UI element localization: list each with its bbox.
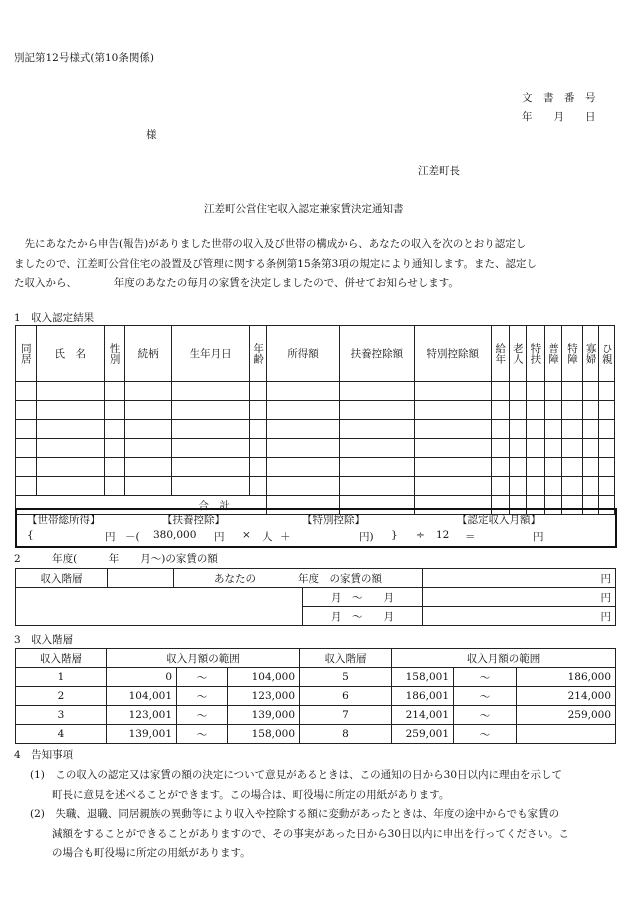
col-sex: 性別: [104, 326, 125, 382]
calculation-box: [15, 508, 617, 548]
minus-paren: －(: [125, 531, 140, 543]
col-salary: 給年: [492, 326, 510, 382]
sender: 江差町長: [418, 165, 460, 177]
tilde: ～: [177, 687, 228, 706]
range-from: 139,001: [107, 725, 177, 744]
brace-close: }: [391, 529, 398, 541]
notice-2-line-1: (2) 失職、退職、同居親族の異動等により収入や控除する額に変動があったときは、年度の途中からでも家賃の: [30, 808, 560, 820]
class-5: 5: [300, 668, 392, 687]
table-row: [16, 706, 616, 725]
times: ×: [242, 529, 251, 541]
table-row: [16, 668, 616, 687]
range-col-left: 収入月額の範囲: [107, 649, 300, 668]
range-from: 214,001: [392, 706, 454, 725]
class-4: 4: [16, 725, 107, 744]
rent-yen-1: 円: [423, 569, 616, 588]
col-widow: 寡婦: [582, 326, 599, 382]
range-to: 139,000: [228, 706, 300, 725]
col-name: 氏 名: [36, 326, 104, 382]
table-row: [16, 687, 616, 706]
col-dependent: 扶養控除額: [340, 326, 414, 382]
table-row: [16, 439, 615, 458]
tilde: ～: [454, 725, 517, 744]
range-to: 158,000: [228, 725, 300, 744]
col-special-dependent: 特扶: [527, 326, 545, 382]
notice-2-line-3: の場合も町役場に所定の用紙があります。: [52, 847, 251, 859]
document-title: 江差町公営住宅収入認定兼家賃決定通知書: [204, 203, 404, 215]
yen-4: 円: [533, 531, 544, 543]
class-table-header: [16, 649, 616, 668]
divide: ÷: [416, 529, 425, 541]
doc-number: 文 書 番 号: [522, 92, 596, 104]
section1-heading: 1 収入認定結果: [14, 312, 95, 324]
addressee: 様: [146, 129, 157, 141]
section4-heading: 4 告知事項: [14, 749, 74, 761]
class-2: 2: [16, 687, 107, 706]
range-to: 104,000: [228, 668, 300, 687]
table-row: [16, 477, 615, 496]
class-1: 1: [16, 668, 107, 687]
range-to: 214,000: [517, 687, 616, 706]
class-7: 7: [300, 706, 392, 725]
twelve: 12: [436, 529, 450, 541]
range-from: 0: [107, 668, 177, 687]
col-special: 特別控除額: [414, 326, 491, 382]
notice-2-line-2: 減額をすることができることがありますので、その事実があった日から30日以内に申出を行ってください。こ: [52, 828, 570, 840]
section2-heading: 2 年度( 年 月～)の家賃の額: [14, 553, 218, 565]
intro-line-2: ましたので、江差町公営住宅の設置及び管理に関する条例第15条第3項の規定により通知します。また、認定し: [14, 258, 537, 270]
rent-yen-2: 円: [423, 588, 616, 607]
section3-heading: 3 収入階層: [14, 634, 74, 646]
range-col-right: 収入月額の範囲: [392, 649, 616, 668]
persons: 人: [262, 531, 273, 543]
range-to: 259,000: [517, 706, 616, 725]
table-row: [16, 401, 615, 420]
income-table: [15, 325, 615, 515]
tilde: ～: [454, 687, 517, 706]
table-row: [16, 382, 615, 401]
col-elderly: 老人: [509, 326, 527, 382]
equals: ＝: [465, 531, 476, 543]
col-age: 年齢: [250, 326, 267, 382]
notice-1-line-2: 町長に意見を述べることができます。この場合は、町役場に所定の用紙があります。: [52, 789, 450, 801]
tilde: ～: [177, 725, 228, 744]
tilde: ～: [177, 668, 228, 687]
class-col-left: 収入階層: [16, 649, 107, 668]
range-from: 104,001: [107, 687, 177, 706]
yen-1: 円: [105, 531, 116, 543]
date: 年 月 日: [522, 111, 596, 123]
class-3: 3: [16, 706, 107, 725]
range-to: [517, 725, 616, 744]
plus: ＋: [280, 531, 291, 543]
month-range-2: 月 ～ 月: [303, 607, 423, 626]
col-special-disabled: 特障: [562, 326, 583, 382]
class-col-right: 収入階層: [300, 649, 392, 668]
intro-line-3: た収入から、 年度のあなたの毎月の家賃を決定しましたので、併せてお知らせします。: [14, 277, 459, 289]
yen-3: 円): [359, 531, 374, 543]
table-row: [16, 458, 615, 477]
intro-line-1: 先にあなたから申告(報告)がありました世帯の収入及び世帯の構成から、あなたの収入を次のとおり認定し: [14, 238, 527, 250]
yen-2: 円: [214, 531, 225, 543]
class-8: 8: [300, 725, 392, 744]
total-label: 合 計: [16, 496, 267, 515]
col-dokyo: 同居: [16, 326, 37, 382]
deduction-amount: 380,000: [153, 529, 197, 541]
range-from: 259,001: [392, 725, 454, 744]
brace-open: {: [27, 529, 34, 541]
label-special-deduction: 【特別控除】: [302, 514, 365, 526]
rent-yen-3: 円: [423, 607, 616, 626]
col-single-parent: ひ親: [599, 326, 615, 382]
month-range-1: 月 ～ 月: [303, 588, 423, 607]
label-certified-monthly-income: 【認定収入月額】: [457, 514, 541, 526]
range-from: 123,001: [107, 706, 177, 725]
col-income: 所得額: [266, 326, 339, 382]
form-id: 別記第12号様式(第10条関係): [14, 52, 154, 64]
class-6: 6: [300, 687, 392, 706]
col-birth: 生年月日: [171, 326, 249, 382]
table-row: [16, 725, 616, 744]
col-disabled: 普障: [544, 326, 562, 382]
range-from: 158,001: [392, 668, 454, 687]
col-relation: 続柄: [125, 326, 171, 382]
table-row: [16, 420, 615, 439]
tilde: ～: [177, 706, 228, 725]
range-from: 186,001: [392, 687, 454, 706]
range-to: 186,000: [517, 668, 616, 687]
income-class-label: 収入階層: [16, 569, 108, 588]
table-header-row: [16, 326, 615, 382]
notice-1-line-1: (1) この収入の認定又は家賃の額の決定について意見があるときは、この通知の日から30日以内に理由を示して: [30, 769, 563, 781]
label-total-income: 【世帯総所得】: [27, 514, 101, 526]
tilde: ～: [454, 668, 517, 687]
tilde: ～: [454, 706, 517, 725]
your-rent-label: あなたの 年度 の家賃の額: [174, 569, 423, 588]
range-to: 123,000: [228, 687, 300, 706]
label-dependent-deduction: 【扶養控除】: [162, 514, 225, 526]
income-class-table: [15, 648, 616, 744]
rent-table: [15, 568, 616, 626]
